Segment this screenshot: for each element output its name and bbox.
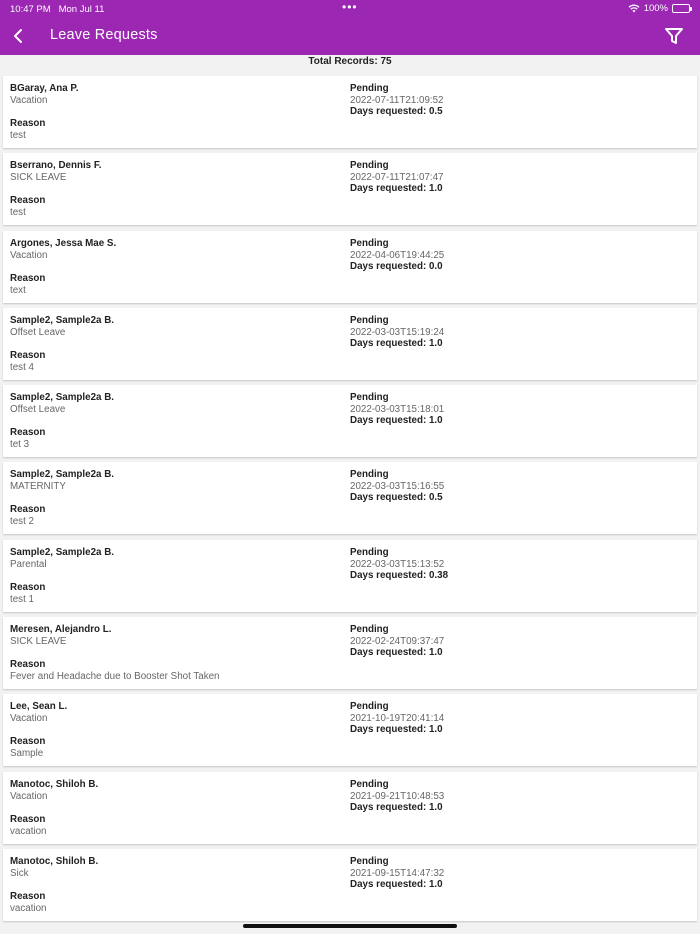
chevron-left-icon[interactable] bbox=[8, 24, 32, 48]
leave-type: SICK LEAVE bbox=[10, 636, 67, 648]
leave-request-card[interactable] bbox=[3, 462, 697, 534]
employee-name: Sample2, Sample2a B. bbox=[10, 546, 115, 558]
request-date: 2022-07-11T21:07:47 bbox=[350, 172, 444, 184]
leave-request-card[interactable] bbox=[3, 617, 697, 689]
battery-icon bbox=[672, 4, 690, 13]
days-requested: Days requested: 1.0 bbox=[350, 801, 443, 813]
employee-name: Sample2, Sample2a B. bbox=[10, 469, 115, 481]
employee-name: Bserrano, Dennis F. bbox=[10, 160, 102, 172]
navigation-bar bbox=[0, 18, 700, 55]
status-label: Pending bbox=[350, 546, 389, 558]
status-label: Pending bbox=[350, 83, 389, 94]
employee-name: Manotoc, Shiloh B. bbox=[10, 855, 99, 867]
multitask-dots: ••• bbox=[342, 0, 358, 14]
reason-text: test 2 bbox=[10, 516, 34, 528]
employee-name: Meresen, Alejandro L. bbox=[10, 624, 112, 636]
reason-label: Reason bbox=[10, 890, 46, 902]
leave-type: Sick bbox=[10, 867, 29, 879]
leave-type: Vacation bbox=[10, 713, 48, 725]
reason-label: Reason bbox=[10, 118, 46, 129]
leave-type: Offset Leave bbox=[10, 404, 66, 416]
reason-text: test 4 bbox=[10, 361, 34, 373]
days-requested: Days requested: 0.5 bbox=[350, 106, 443, 117]
reason-text: vacation bbox=[10, 825, 47, 837]
status-label: Pending bbox=[350, 160, 389, 172]
status-label: Pending bbox=[350, 855, 389, 867]
status-bar bbox=[0, 0, 700, 18]
days-requested: Days requested: 0.5 bbox=[350, 492, 443, 504]
request-date: 2022-07-11T21:09:52 bbox=[350, 95, 444, 106]
leave-type: Vacation bbox=[10, 95, 48, 106]
days-requested: Days requested: 1.0 bbox=[350, 878, 443, 890]
reason-text: test 1 bbox=[10, 593, 34, 605]
request-date: 2021-10-19T20:41:14 bbox=[350, 713, 445, 725]
employee-name: Lee, Sean L. bbox=[10, 701, 68, 713]
total-records: Total Records: 75 bbox=[308, 56, 392, 67]
employee-name: Sample2, Sample2a B. bbox=[10, 314, 115, 326]
days-requested: Days requested: 1.0 bbox=[350, 647, 443, 659]
leave-request-card[interactable] bbox=[3, 849, 697, 921]
reason-label: Reason bbox=[10, 581, 46, 593]
request-date: 2021-09-15T14:47:32 bbox=[350, 867, 445, 879]
leave-type: Vacation bbox=[10, 249, 48, 261]
reason-label: Reason bbox=[10, 272, 46, 284]
status-label: Pending bbox=[350, 314, 389, 326]
leave-request-card[interactable] bbox=[3, 694, 697, 766]
request-date: 2022-03-03T15:19:24 bbox=[350, 326, 445, 338]
days-requested: Days requested: 0.0 bbox=[350, 260, 443, 272]
status-label: Pending bbox=[350, 469, 389, 481]
status-time: 10:47 PM Mon Jul 11 bbox=[10, 4, 105, 15]
leave-request-list bbox=[3, 76, 697, 926]
leave-type: Parental bbox=[10, 558, 47, 570]
leave-request-card[interactable] bbox=[3, 153, 697, 225]
reason-label: Reason bbox=[10, 504, 46, 516]
days-requested: Days requested: 0.38 bbox=[350, 569, 449, 581]
leave-request-card[interactable] bbox=[3, 385, 697, 457]
reason-text: text bbox=[10, 284, 26, 296]
leave-request-card[interactable] bbox=[3, 540, 697, 612]
status-label: Pending bbox=[350, 237, 389, 249]
leave-type: MATERNITY bbox=[10, 481, 66, 493]
leave-request-card[interactable] bbox=[3, 76, 697, 148]
leave-request-card[interactable] bbox=[3, 308, 697, 380]
request-date: 2022-03-03T15:18:01 bbox=[350, 404, 445, 416]
reason-label: Reason bbox=[10, 813, 46, 825]
status-right bbox=[628, 3, 690, 14]
days-requested: Days requested: 1.0 bbox=[350, 183, 443, 195]
reason-text: tet 3 bbox=[10, 439, 30, 451]
battery-percent: 100% bbox=[643, 3, 668, 14]
reason-text: test bbox=[10, 207, 26, 219]
status-label: Pending bbox=[350, 392, 389, 404]
leave-type: Vacation bbox=[10, 790, 48, 802]
status-label: Pending bbox=[350, 624, 389, 636]
reason-text: vacation bbox=[10, 902, 47, 914]
status-label: Pending bbox=[350, 778, 389, 790]
employee-name: Argones, Jessa Mae S. bbox=[10, 237, 117, 249]
request-date: 2022-03-03T15:16:55 bbox=[350, 481, 445, 493]
app-header bbox=[0, 0, 700, 55]
days-requested: Days requested: 1.0 bbox=[350, 724, 443, 736]
employee-name: BGaray, Ana P. bbox=[10, 83, 79, 94]
reason-text: test bbox=[10, 130, 26, 141]
leave-type: SICK LEAVE bbox=[10, 172, 67, 184]
leave-request-card[interactable] bbox=[3, 772, 697, 844]
wifi-icon bbox=[628, 4, 640, 13]
employee-name: Manotoc, Shiloh B. bbox=[10, 778, 99, 790]
reason-label: Reason bbox=[10, 427, 46, 439]
request-date: 2022-03-03T15:13:52 bbox=[350, 558, 445, 570]
reason-label: Reason bbox=[10, 736, 46, 748]
days-requested: Days requested: 1.0 bbox=[350, 415, 443, 427]
status-label: Pending bbox=[350, 701, 389, 713]
leave-request-card[interactable] bbox=[3, 231, 697, 303]
home-indicator bbox=[243, 924, 457, 928]
request-date: 2022-02-24T09:37:47 bbox=[350, 636, 445, 648]
request-date: 2021-09-21T10:48:53 bbox=[350, 790, 445, 802]
reason-text: Fever and Headache due to Booster Shot Taken bbox=[10, 671, 220, 683]
days-requested: Days requested: 1.0 bbox=[350, 337, 443, 349]
leave-type: Offset Leave bbox=[10, 326, 66, 338]
reason-label: Reason bbox=[10, 349, 46, 361]
reason-text: Sample bbox=[10, 748, 44, 760]
page-title: Leave Requests bbox=[50, 27, 158, 43]
reason-label: Reason bbox=[10, 659, 46, 671]
filter-icon[interactable] bbox=[662, 24, 686, 48]
employee-name: Sample2, Sample2a B. bbox=[10, 392, 115, 404]
reason-label: Reason bbox=[10, 195, 46, 207]
request-date: 2022-04-06T19:44:25 bbox=[350, 249, 445, 261]
